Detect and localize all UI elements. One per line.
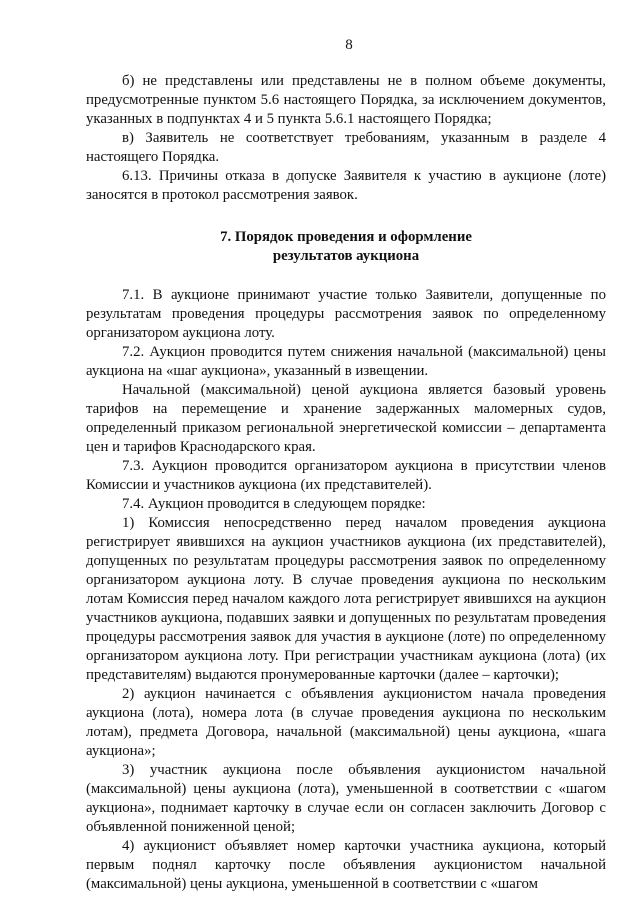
paragraph-7-4: 7.4. Аукцион проводится в следующем порядке: bbox=[122, 496, 426, 512]
list-item-1: 1) Комиссия непосредственно перед началом проведения аукциона регистрирует явившихся на аукцион участников аукциона (их представителей), допущенных по результатам процедуры рассмотрения заявок по определенному организатором аукциона лоту. В случае проведения аукциона по нескольким лотам Комиссия перед началом каждого лота регистрирует явившихся на аукцион участников аукциона, подавших заявки и допущенных по результатам проведения процедуры рассмотрения заявок для участия в аукционе (лоте) по определенному организатором аукциона лоту. При регистрации участникам аукциона (лота) (их представителям) выдаются пронумерованные карточки (далее – карточки); bbox=[86, 515, 606, 683]
list-item-3: 3) участник аукциона после объявления аукционистом начальной (максимальной) цены аукциона (лота), уменьшенной в соответствии с «шагом аукциона», поднимает карточку в случае если он согласен заключить Договор с объявленной пониженной ценой; bbox=[86, 762, 606, 835]
paragraph-6-12-b: б) не представлены или представлены не в полном объеме документы, предусмотренные пунктом 5.6 настоящего Порядка, за исключением документов, указанных в подпунктах 4 и 5 пункта 5.6.1 настоящего Порядка; bbox=[86, 73, 606, 127]
paragraph-6-13: 6.13. Причины отказа в допуске Заявителя к участию в аукционе (лоте) заносятся в протокол рассмотрения заявок. bbox=[86, 168, 606, 203]
paragraph-7-2: 7.2. Аукцион проводится путем снижения начальной (максимальной) цены аукциона на «шаг аукциона», указанный в извещении. bbox=[86, 344, 606, 379]
paragraph-6-12-v: в) Заявитель не соответствует требованиям, указанным в разделе 4 настоящего Порядка. bbox=[86, 130, 606, 165]
section-heading-line-1: 7. Порядок проведения и оформление bbox=[220, 229, 472, 245]
list-item-2: 2) аукцион начинается с объявления аукционистом начала проведения аукциона (лота), номера лота (в случае проведения аукциона по нескольким лотам), предмета Договора, начальной (максимальной) цены аукциона, «шага аукциона»; bbox=[86, 686, 606, 759]
paragraph-7-1: 7.1. В аукционе принимают участие только Заявители, допущенные по результатам проведения процедуры рассмотрения заявок по определенному организатором аукциона лоту. bbox=[86, 287, 606, 341]
paragraph-base-price: Начальной (максимальной) ценой аукциона является базовый уровень тарифов на перемещение и хранение задержанных маломерных судов, определенный приказом региональной энергетической комиссии – департамента цен и тарифов Краснодарского края. bbox=[86, 382, 606, 455]
list-item-4: 4) аукционист объявляет номер карточки участника аукциона, который первым поднял карточку после объявления аукционистом начальной (максимальной) цены аукциона, уменьшенной в соответствии с «шагом bbox=[86, 838, 606, 892]
paragraph-7-3: 7.3. Аукцион проводится организатором аукциона в присутствии членов Комиссии и участников аукциона (их представителей). bbox=[86, 458, 606, 493]
section-heading bbox=[86, 228, 606, 266]
document-page bbox=[86, 36, 606, 894]
page-number: 8 bbox=[345, 37, 353, 53]
section-heading-line-2: результатов аукциона bbox=[272, 248, 420, 264]
